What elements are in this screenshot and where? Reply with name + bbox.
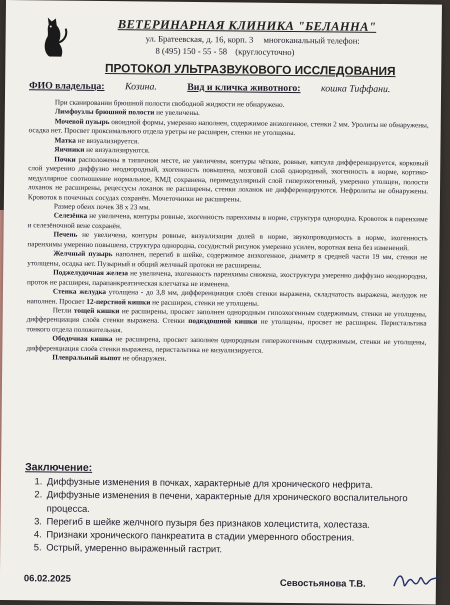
duodenum-text: не расширен, стенки не утолщены. (150, 298, 259, 308)
conclusion-item: 5. Острый, умеренно выраженный гастрит. (44, 541, 449, 559)
report-date: 06.02.2025 (23, 572, 71, 584)
conclusion-item: 1. Диффузные изменения в почках, характерные для хронического нефрита. (45, 474, 450, 492)
pancreas-text: не увеличена, эхогенность паренхимы снижена, эхоструктура умеренно диффузно неоднородна, проток не расширен, парапанкреатическая клетчатка не изменена. (27, 269, 428, 288)
conclusion-item: 3. Перегиб в шейке желчного пузыря без признаков холецистита, холестаза. (44, 514, 449, 532)
cat-logo-icon (39, 12, 69, 58)
doctor-name: Севостьянова Т.В. (279, 576, 366, 589)
kidney-size-paragraph: Размер обеих почек 38 х 23 мм. (53, 202, 151, 212)
ovaries-heading: Яичники (54, 145, 85, 155)
ileum-heading: подвздошной кишки (188, 317, 258, 327)
signature-icon (390, 568, 446, 595)
colon-text: не расширена, просвет заполнен однородным гиперэхогенным содержимым, стенки не утолщены, дифференциация слоёв стенки выражена, перистальтика не визуализируется. (26, 335, 427, 355)
clinic-hours: (круглосуточно) (235, 46, 295, 58)
jejunum-prefix: Петли (52, 306, 74, 315)
stomach-text: утолщена - до 3,8 мм, дифференциация слоёв стенки выражена, складчатость выражена, желудок не наполнен. Просвет (26, 288, 427, 306)
bladder-heading: Мочевой пузырь (54, 117, 110, 126)
uterus-heading: Матка (54, 136, 76, 145)
conclusion-item: 4. Признаки хронического панкреатита в стадии умеренного обострения. (44, 528, 449, 546)
gallbladder-heading: Желчный пузырь (53, 249, 113, 259)
uterus-text: не визуализируется. (75, 136, 140, 146)
liver-heading: Печень (53, 230, 78, 240)
lymph-heading: Лимфоузлы брюшной полости (54, 107, 155, 118)
owner-row (29, 80, 439, 95)
ovaries-text: не визуализируются. (84, 146, 150, 155)
kidneys-text: расположены в типичном месте, не увеличены, контуры чёткие, ровные, капсула дифференцируется, корковый слой умеренно диффузно неоднородный, эхогенность повышена, мозговой слой однородный, эхогенность в норме, кортико-медуллярное соотношение нормальное, КМД сохранена, перимедуллярный слой гиперэхогенный, умеренно утолщен, полости лоханок не расширены, рецессусы лоханок не расширены, стенки лоханок не дифференцируются. Нефролиты не обнаружены. Кровоток в почечных сосудах сохранён. Мочеточники не расширены. (27, 155, 429, 204)
report-body (26, 98, 429, 367)
intestine-paragraph (26, 306, 426, 339)
animal-label: Вид и кличка животного: (187, 81, 301, 95)
pancreas-heading: Поджелудочная железа (53, 268, 129, 278)
conclusion-item: 2. Диффузные изменения в печени, характерные для хронического воспалительного процесса. (45, 488, 450, 519)
owner-value: Козина. (124, 81, 157, 93)
conclusion-list (22, 474, 450, 558)
kidneys-paragraph (28, 155, 428, 206)
clinic-address-line (146, 33, 360, 45)
kidneys-heading: Почки (54, 155, 76, 164)
ileum-text: не утолщены, просвет не расширен. Перистальтика тонкого отдела положительная. (26, 318, 427, 335)
gallbladder-text: наполнен, перегиб в шейке, содержимое анэхогенное, диаметр в средней части 19 мм, стенки не утолщены, осадка нет. Пузырный и общий желчный протоки не расширены. (27, 250, 428, 270)
jejunum-text: не расширены, просвет заполнен однородным гипоэхогенным содержимым, стенки не утолщены, дифференциация слоёв стенки выражена. Стенки (26, 307, 427, 326)
jejunum-heading: тощей кишки (73, 306, 120, 316)
conclusion-heading: Заключение: (25, 461, 93, 474)
clinic-phone-line (155, 46, 294, 57)
intro-paragraph: При сканировании брюшной полости свободной жидкости не обнаружено. (54, 98, 285, 109)
document-title: ПРОТОКОЛ УЛЬТРАЗВУКОВОГО ИССЛЕДОВАНИЯ (104, 61, 396, 79)
stomach-heading: Стенка желудка (52, 287, 107, 297)
lymph-text: не увеличены. (154, 109, 200, 118)
clinic-phone-label: многоканальный телефон: (263, 34, 360, 46)
clinic-address: ул. Братеевская, д. 16, корп. 3 (145, 33, 254, 45)
pleural-heading: Плевральный выпот (52, 353, 121, 363)
clinic-phone: 8 (495) 150 - 55 - 58 (155, 45, 228, 57)
spleen-heading: Селезёнка (53, 211, 88, 221)
bladder-text: овоидной формы, умеренно наполнен, содержимое анэхогенное, стенки 2 мм. Уролиты не обнаружены, осадка нет. Просвет проксимального отдела уретры не расширен, стенки не утолщены. (28, 117, 429, 138)
clinic-name: ВЕТЕРИНАРНАЯ КЛИНИКА "БЕЛАННА" (117, 17, 377, 34)
spleen-text: не увеличена, контуры ровные, эхогенность паренхимы в норме, структура однородна. Кровоток в паренхиме и селезёночной вене сохранён. (27, 212, 428, 231)
liver-text: не увеличена, контуры ровные, визуализация долей в норме, звукопроводимость в норме, эхогенность паренхимы умеренно повышена, структура однородна, сосудистый рисунок умеренно усилен, воротная вена без изменений. (27, 231, 428, 253)
pleural-text: не обнаружен. (120, 354, 167, 363)
owner-label: ФИО владельца: (29, 80, 105, 93)
colon-heading: Ободочная кишка (52, 334, 113, 344)
duodenum-heading: 12-перстной кишки (86, 297, 151, 307)
animal-value: кошка Тиффани. (320, 83, 391, 96)
